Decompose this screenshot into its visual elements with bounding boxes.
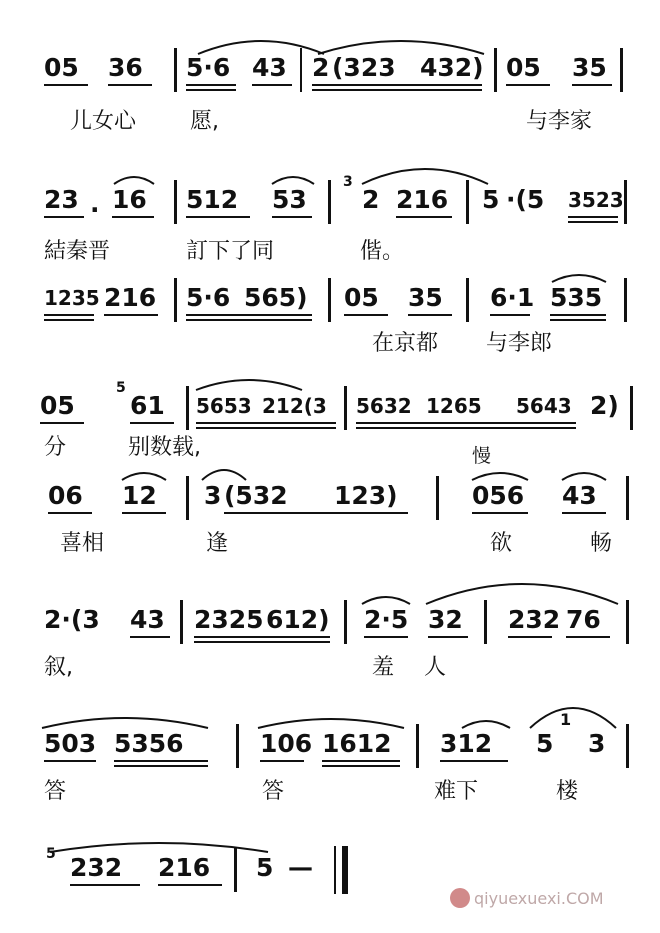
note-group: 35 xyxy=(572,53,607,82)
lyric-text: 答 xyxy=(262,779,285,804)
note-group: 16 xyxy=(112,185,147,214)
beam xyxy=(194,641,330,643)
beam xyxy=(40,422,84,424)
note-group: 36 xyxy=(108,53,143,82)
note-group: 503 xyxy=(44,729,97,758)
note-group: 565) xyxy=(244,283,308,312)
note-group: 35 xyxy=(408,283,443,312)
slur xyxy=(360,592,412,606)
barline xyxy=(466,180,469,224)
note-group: 312 xyxy=(440,729,493,758)
barline xyxy=(174,278,177,322)
note-group: 61 xyxy=(130,391,165,420)
slur xyxy=(550,270,608,284)
lyric-text: 与李家 xyxy=(526,109,593,134)
note-group: 2 xyxy=(362,185,380,214)
note-group: 432) xyxy=(420,53,484,82)
lyric-text: 人 xyxy=(424,655,447,680)
barline xyxy=(344,386,347,430)
note-group: 43 xyxy=(130,605,165,634)
beam xyxy=(490,314,530,316)
beam xyxy=(562,512,606,514)
slur xyxy=(48,838,270,854)
slur xyxy=(270,172,316,186)
barline xyxy=(620,48,623,92)
tempo-marking: 慢 xyxy=(472,445,492,467)
beam xyxy=(48,512,92,514)
slur xyxy=(120,468,168,482)
note-group: 123) xyxy=(334,481,398,510)
note-group: 12 xyxy=(122,481,157,510)
lyric-text: 答 xyxy=(44,779,67,804)
note-group: 5643 xyxy=(516,394,572,418)
lyric-text: 叙, xyxy=(44,655,73,680)
beam xyxy=(396,216,452,218)
beam xyxy=(114,765,208,767)
slur xyxy=(470,468,530,482)
barline xyxy=(234,848,237,892)
beam xyxy=(130,422,174,424)
beam xyxy=(364,636,408,638)
beam xyxy=(550,319,606,321)
slur xyxy=(424,572,620,606)
slur xyxy=(200,464,248,482)
beam xyxy=(186,216,250,218)
note-group: — xyxy=(288,853,313,882)
grace-note: 1 xyxy=(560,710,572,729)
note-group: 612) xyxy=(266,605,330,634)
beam xyxy=(44,84,88,86)
site-logo-icon xyxy=(450,888,470,908)
note-group: 2325 xyxy=(194,605,264,634)
lyric-text: 逢 xyxy=(206,531,229,556)
barline xyxy=(174,48,177,92)
beam xyxy=(186,314,312,316)
barline xyxy=(494,48,497,92)
beam xyxy=(428,636,468,638)
lyric-text: 儿女心 xyxy=(70,109,137,134)
slur xyxy=(360,160,490,186)
note-group: 43 xyxy=(562,481,597,510)
lyric-text: 别数载, xyxy=(128,435,201,460)
slur xyxy=(460,716,512,730)
slur xyxy=(40,712,210,730)
note-group: 216 xyxy=(104,283,157,312)
barline xyxy=(436,476,439,520)
beam xyxy=(194,636,330,638)
beam xyxy=(252,84,292,86)
barline xyxy=(626,600,629,644)
beam xyxy=(158,884,222,886)
note-group: 5356 xyxy=(114,729,184,758)
note-group: 1612 xyxy=(322,729,392,758)
barline xyxy=(180,600,183,644)
note-group: 32 xyxy=(428,605,463,634)
watermark-text: qiyuexuexi.COM xyxy=(474,888,604,908)
note-group: 3523 xyxy=(568,188,624,212)
note-group: 535 xyxy=(550,283,603,312)
beam xyxy=(322,760,400,762)
note-group: 512 xyxy=(186,185,239,214)
barline xyxy=(630,386,633,430)
slur xyxy=(194,374,304,392)
beam xyxy=(130,636,170,638)
lyric-text: 偕。 xyxy=(360,239,405,264)
beam xyxy=(108,84,152,86)
barline xyxy=(484,600,487,644)
slur xyxy=(196,34,326,56)
lyric-text: 与李郎 xyxy=(486,331,553,356)
note-group: 5 xyxy=(482,185,500,214)
note-group: (323 xyxy=(332,53,396,82)
note-group: 5 xyxy=(256,853,274,882)
slur xyxy=(560,468,608,482)
lyric-text: 羞 xyxy=(372,655,395,680)
final-barline xyxy=(334,846,336,894)
lyric-text: 欲 xyxy=(490,531,513,556)
barline xyxy=(624,180,627,224)
barline xyxy=(236,724,239,768)
barline xyxy=(626,724,629,768)
note-group: 5653 xyxy=(196,394,252,418)
note-group: 216 xyxy=(396,185,449,214)
beam xyxy=(260,760,304,762)
beam xyxy=(196,427,336,429)
slur xyxy=(256,714,406,730)
beam xyxy=(44,760,96,762)
barline xyxy=(344,600,347,644)
lyric-text: 訂下了同 xyxy=(186,239,275,264)
note-group: 3 xyxy=(204,481,222,510)
barline xyxy=(466,278,469,322)
beam xyxy=(224,512,408,514)
lyric-text: 畅 xyxy=(590,531,613,556)
note-group: 43 xyxy=(252,53,287,82)
beam xyxy=(506,84,550,86)
barline xyxy=(186,386,189,430)
note-group: 216 xyxy=(158,853,211,882)
barline xyxy=(328,278,331,322)
beam xyxy=(112,216,154,218)
beam xyxy=(508,636,552,638)
beam xyxy=(122,512,166,514)
barline xyxy=(626,476,629,520)
beam xyxy=(186,89,236,91)
beam xyxy=(104,314,158,316)
slur xyxy=(528,694,618,730)
note-group: 06 xyxy=(48,481,83,510)
beam xyxy=(344,314,388,316)
beam xyxy=(186,319,312,321)
barline xyxy=(416,724,419,768)
note-group: 53 xyxy=(272,185,307,214)
beam xyxy=(70,884,140,886)
lyric-text: 在京都 xyxy=(372,331,439,356)
note-group: (532 xyxy=(224,481,288,510)
beam xyxy=(312,89,482,91)
watermark xyxy=(450,888,660,908)
lyric-text: 喜相 xyxy=(60,531,105,556)
beam xyxy=(568,221,618,223)
grace-note: 5 xyxy=(116,380,126,396)
barline xyxy=(624,278,627,322)
note-group: 1265 xyxy=(426,394,482,418)
grace-note: 5 xyxy=(46,846,56,862)
note-group: 23 xyxy=(44,185,79,214)
note-group: 212(3 xyxy=(262,394,327,418)
beam xyxy=(312,84,482,86)
beam xyxy=(356,422,576,424)
lyric-text: 分 xyxy=(44,435,67,460)
beam xyxy=(440,760,508,762)
note-group: 3 xyxy=(588,729,606,758)
beam xyxy=(568,216,618,218)
beam xyxy=(272,216,312,218)
note-group: 2·(3 xyxy=(44,605,100,634)
lyric-text: 結秦晋 xyxy=(44,239,111,264)
beam xyxy=(322,765,400,767)
beam xyxy=(196,422,336,424)
note-group: 1235 xyxy=(44,286,100,310)
note-group: 5·6 xyxy=(186,283,231,312)
note-group: 05 xyxy=(44,53,79,82)
note-group: 5632 xyxy=(356,394,412,418)
beam xyxy=(44,314,94,316)
note-group: 05 xyxy=(40,391,75,420)
barline xyxy=(174,180,177,224)
note-group: 5·6 xyxy=(186,53,231,82)
beam xyxy=(572,84,612,86)
beam xyxy=(472,512,528,514)
beam xyxy=(356,427,576,429)
note-group: 106 xyxy=(260,729,313,758)
note-group: 6·1 xyxy=(490,283,535,312)
note-group: 232 xyxy=(70,853,123,882)
barline xyxy=(186,476,189,520)
note-group: 232 xyxy=(508,605,561,634)
final-barline xyxy=(342,846,348,894)
barline xyxy=(328,180,331,224)
beam xyxy=(44,216,84,218)
note-group: 05 xyxy=(344,283,379,312)
grace-note: 3 xyxy=(343,174,353,190)
beam xyxy=(114,760,208,762)
lyric-text: 愿, xyxy=(190,109,219,134)
lyric-text: 楼 xyxy=(556,779,579,804)
beam xyxy=(566,636,610,638)
note-group: 2·5 xyxy=(364,605,409,634)
slur xyxy=(316,34,486,56)
lyric-text: 难下 xyxy=(434,779,479,804)
slur xyxy=(112,172,156,186)
beam xyxy=(186,84,236,86)
note-group: 05 xyxy=(506,53,541,82)
note-group: 056 xyxy=(472,481,525,510)
beam xyxy=(408,314,452,316)
note-group: 5 xyxy=(536,729,554,758)
note-group: 76 xyxy=(566,605,601,634)
note-group: 2) xyxy=(590,391,619,420)
beam xyxy=(550,314,606,316)
note-group: ·(5 xyxy=(506,185,545,214)
note-group: . xyxy=(90,189,100,218)
beam xyxy=(44,319,94,321)
note-group: 2 xyxy=(312,53,330,82)
